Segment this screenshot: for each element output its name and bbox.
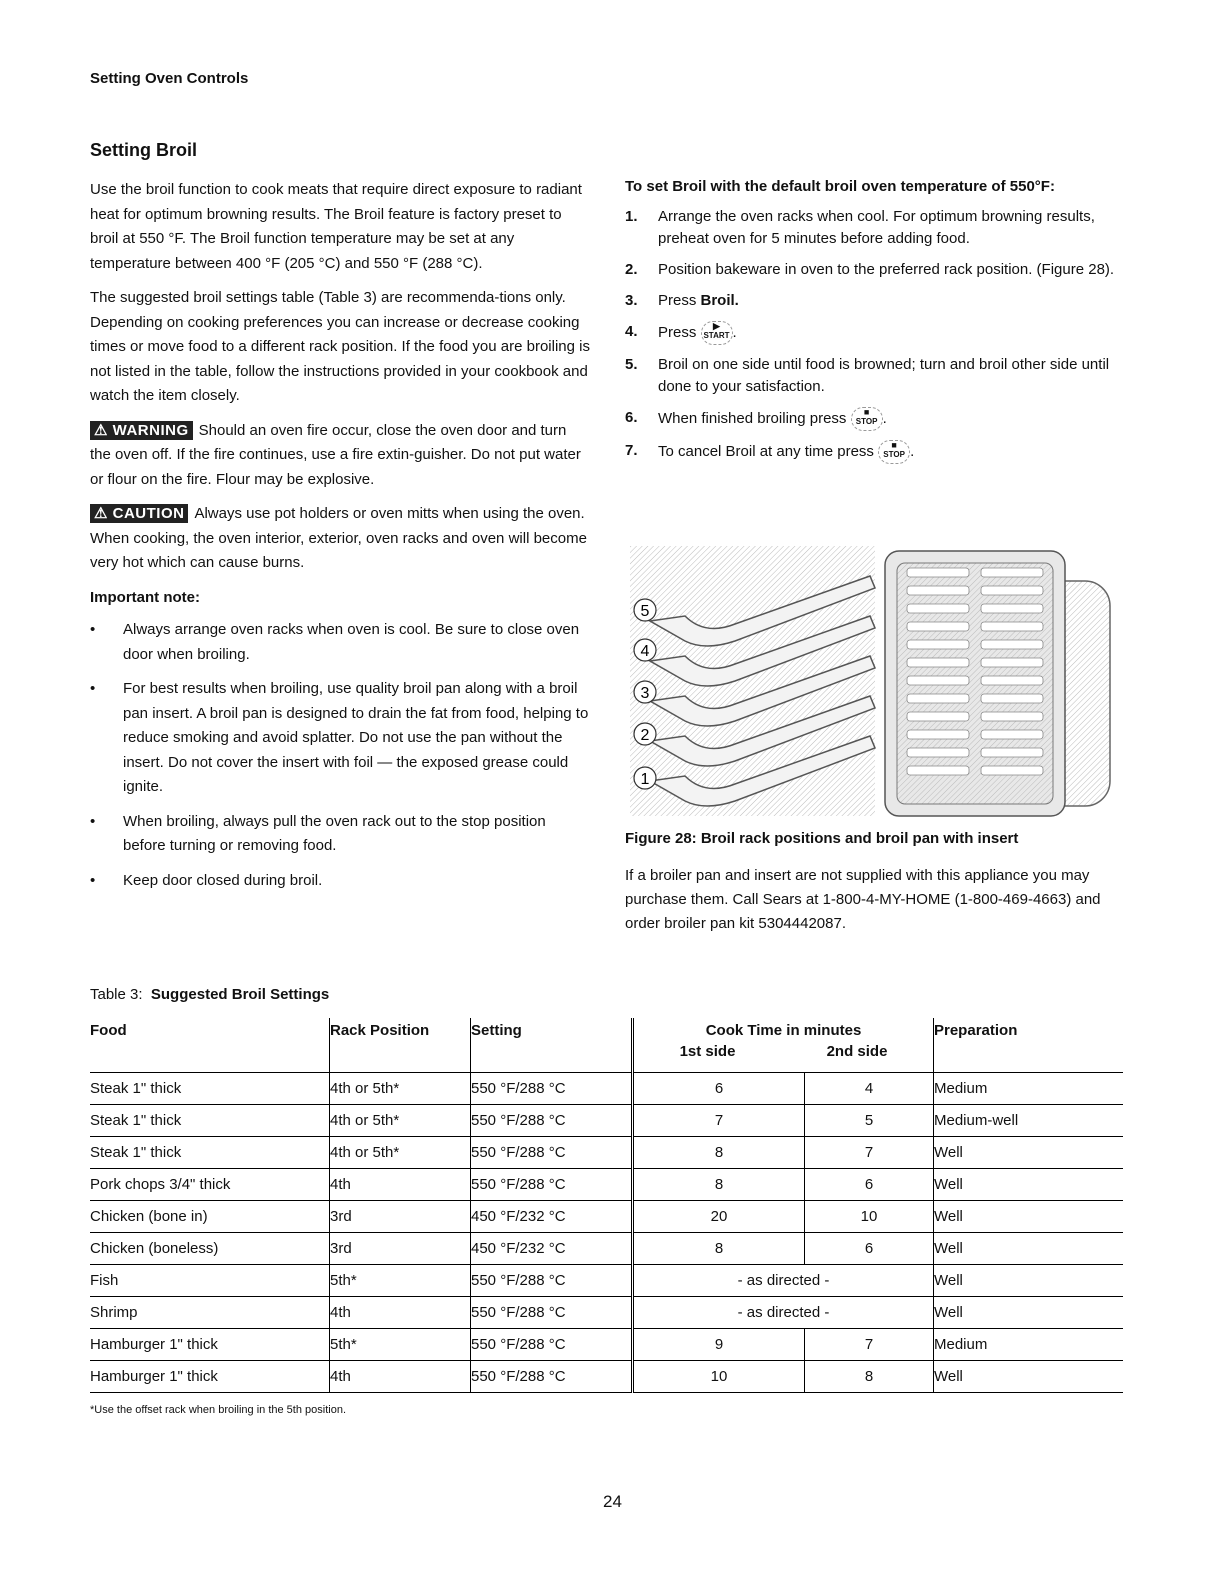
- warning-block: [90, 419, 590, 493]
- header-rack: Rack Position: [330, 1018, 471, 1073]
- table-row: Fish 5th* 550 °F/288 °C - as directed - Well: [90, 1265, 1123, 1297]
- rack-label-1: 1: [640, 771, 650, 788]
- steps-list: [625, 206, 1125, 464]
- rack-label-4: 4: [640, 643, 650, 660]
- rack-label-2: 2: [640, 727, 650, 744]
- caution-badge-label: CAUTION: [112, 505, 185, 522]
- table-row: Chicken (bone in) 3rd 450 °F/232 °C 20 10 Well: [90, 1201, 1123, 1233]
- table-row: Chicken (boneless) 3rd 450 °F/232 °C 8 6 Well: [90, 1233, 1123, 1265]
- steps-title: To set Broil with the default broil oven temperature of 550°F:: [625, 178, 1055, 195]
- left-column: [90, 178, 590, 903]
- important-notes-list: [90, 618, 590, 893]
- header-cook-time: Cook Time in minutes 1st side 2nd side: [633, 1018, 934, 1073]
- step-item: 6. When finished broiling press ■ STOP .: [625, 407, 1125, 431]
- step-item: 3. Press Broil.: [625, 292, 739, 309]
- table-row: Steak 1" thick 4th or 5th* 550 °F/288 °C 6 4 Medium: [90, 1073, 1123, 1105]
- start-key-icon: ▶ START: [701, 321, 733, 345]
- rack-label-5: 5: [640, 603, 650, 620]
- header-food: Food: [90, 1018, 330, 1073]
- header-preparation: Preparation: [934, 1018, 1124, 1073]
- figure-paragraph: If a broiler pan and insert are not supplied with this appliance you may purchase them. Call Sears at 1-800-4-MY-HOME (1-800-469-4663) and order broiler pan kit 5304442087.: [625, 867, 1101, 932]
- header-setting: Setting: [471, 1018, 633, 1073]
- list-item: • Keep door closed during broil.: [90, 871, 323, 889]
- list-item: • For best results when broiling, use quality broil pan along with a broil pan insert. A broil pan is designed to drain the fat from food, helping to reduce smoking and avoid splatter. Do not use the pan without the insert. Do not cover the insert with foil — the exposed grease could ignite.: [90, 680, 589, 795]
- table-row: Shrimp 4th 550 °F/288 °C - as directed - Well: [90, 1297, 1123, 1329]
- step-item: 5. Broil on one side until food is browned; turn and broil other side until done to your satisfaction.: [625, 356, 1110, 395]
- table-row: Steak 1" thick 4th or 5th* 550 °F/288 °C 7 5 Medium-well: [90, 1105, 1123, 1137]
- list-item: • Always arrange oven racks when oven is cool. Be sure to close oven door when broiling.: [90, 621, 580, 663]
- step-item: 4. Press ▶ START .: [625, 321, 1125, 345]
- page-header: Setting Oven Controls: [90, 70, 249, 87]
- important-note-title: Important note:: [90, 588, 200, 606]
- warning-badge: ⚠ WARNING: [90, 421, 193, 440]
- intro-paragraph-1: Use the broil function to cook meats that require direct exposure to radiant heat for optimum browning results. The Broil feature is factory preset to broil at 550 °F. The Broil function temperature may be set at any temperature between 400 °F (205 °C) and 550 °F (288 °C).: [90, 181, 582, 272]
- page-number: 24: [603, 1492, 622, 1511]
- step-item: 1. Arrange the oven racks when cool. For optimum browning results, preheat oven for 5 minutes before adding food.: [625, 208, 1095, 247]
- caution-block: [90, 502, 590, 576]
- intro-paragraph-2: The suggested broil settings table (Table 3) are recommenda-tions only. Depending on cooking preferences you can increase or decrease cooking times or move food to a different rack position. If the food you are broiling is not listed in the table, follow the instructions provided in your cookbook and watch the item closely.: [90, 289, 590, 404]
- list-item: • When broiling, always pull the oven rack out to the stop position before turning or removing food.: [90, 812, 546, 854]
- broil-settings-table: [90, 1018, 1123, 1393]
- stop-key-icon: ■ STOP: [878, 440, 910, 464]
- figure-caption: Figure 28: Broil rack positions and broil pan with insert: [625, 830, 1019, 847]
- table-row: Pork chops 3/4" thick 4th 550 °F/288 °C 8 6 Well: [90, 1169, 1123, 1201]
- rack-label-3: 3: [640, 685, 650, 702]
- section-title: Setting Broil: [90, 140, 197, 160]
- broil-pan: [885, 551, 1110, 816]
- caution-text: Always use pot holders or oven mitts when using the oven. When cooking, the oven interior, exterior, oven racks and oven will become very hot which can cause burns.: [90, 505, 587, 571]
- table-row: Hamburger 1" thick 5th* 550 °F/288 °C 9 7 Medium: [90, 1329, 1123, 1361]
- table-caption: Table 3: Suggested Broil Settings: [90, 986, 330, 1003]
- stop-key-icon: ■ STOP: [851, 407, 883, 431]
- table-footnote: *Use the offset rack when broiling in the 5th position.: [90, 1404, 347, 1416]
- step-item: 7. To cancel Broil at any time press ■ STOP .: [625, 440, 1125, 464]
- table-row: Hamburger 1" thick 4th 550 °F/288 °C 10 8 Well: [90, 1361, 1123, 1393]
- right-column: [625, 176, 1125, 473]
- broil-rack-figure: [625, 546, 1113, 818]
- table-header-row: [90, 1018, 1123, 1073]
- caution-badge: ⚠ CAUTION: [90, 504, 188, 523]
- warning-badge-label: WARNING: [112, 421, 189, 439]
- step-item: 2. Position bakeware in oven to the preferred rack position. (Figure 28).: [625, 261, 1115, 278]
- table-row: Steak 1" thick 4th or 5th* 550 °F/288 °C 8 7 Well: [90, 1137, 1123, 1169]
- warning-text: Should an oven fire occur, close the oven door and turn the oven off. If the fire continues, use a fire extin-guisher. Do not put water or flour on the fire. Flour may be explosive.: [90, 421, 581, 488]
